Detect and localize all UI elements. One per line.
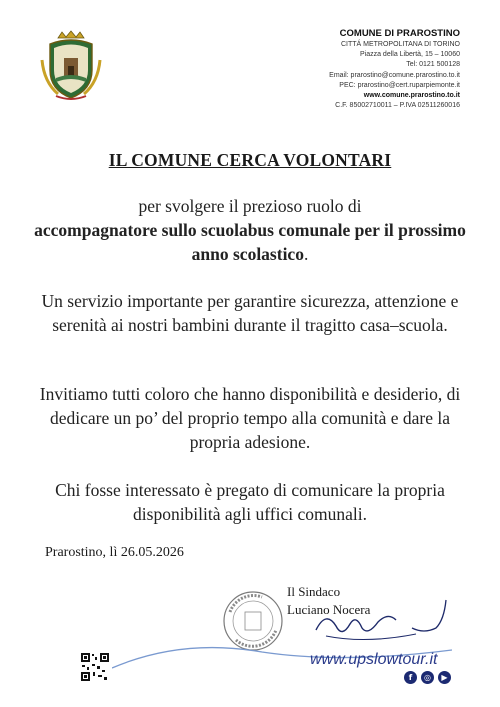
website-link[interactable]: www.comune.prarostino.to.it (363, 92, 460, 100)
page-title: IL COMUNE CERCA VOLONTARI (108, 150, 392, 170)
metro-city: CITTÁ METROPOLITANA DI TORINO (340, 41, 460, 48)
role-end: . (303, 244, 309, 264)
pec: PEC: prarostino@cert.ruparpiemonte.it (339, 81, 460, 89)
facebook-icon[interactable]: f (404, 671, 417, 684)
date-line: Prarostino, lì 26.05.2026 (45, 545, 184, 560)
signatory-title: Il Sindaco (287, 584, 341, 599)
signatory-name: Luciano Nocera (287, 602, 371, 617)
address: Piazza della Libertà, 15 – 10060 (359, 51, 460, 59)
municipal-crest-icon (38, 30, 104, 102)
paragraph-service: Un servizio importante per garantire sicurezza, attenzione e serenità ai nostri bambini durante il tragitto casa–scuola. (41, 291, 459, 335)
tax-codes: C.F. 85002710011 – P.IVA 02511260016 (335, 102, 460, 110)
letterhead (220, 28, 460, 111)
paragraph-invitation: Invitiamo tutti coloro che hanno disponibilità e desiderio, di dedicare un po’ del proprio tempo alla comunità e dare la propria adesione. (39, 384, 461, 452)
role-intro: per svolgere il prezioso ruolo di (138, 196, 362, 216)
youtube-icon[interactable]: ▶ (438, 671, 451, 684)
paragraph-contact: Chi fosse interessato è pregato di comunicare la propria disponibilità agli uffici comunali. (55, 480, 445, 524)
org-name: COMUNE DI PRAROSTINO (339, 28, 460, 39)
paragraph-role (30, 194, 470, 266)
instagram-icon[interactable]: ◎ (421, 671, 434, 684)
role-bold: accompagnatore sullo scuolabus comunale per il prossimo anno scolastico (34, 220, 466, 264)
phone: Tel: 0121 500128 (406, 61, 460, 69)
email: Email: prarostino@comune.prarostino.to.it (329, 71, 460, 79)
qr-code-icon[interactable] (80, 652, 110, 682)
footer-website-link[interactable]: www.upslowtour.it (310, 651, 438, 668)
social-icons (404, 671, 451, 684)
